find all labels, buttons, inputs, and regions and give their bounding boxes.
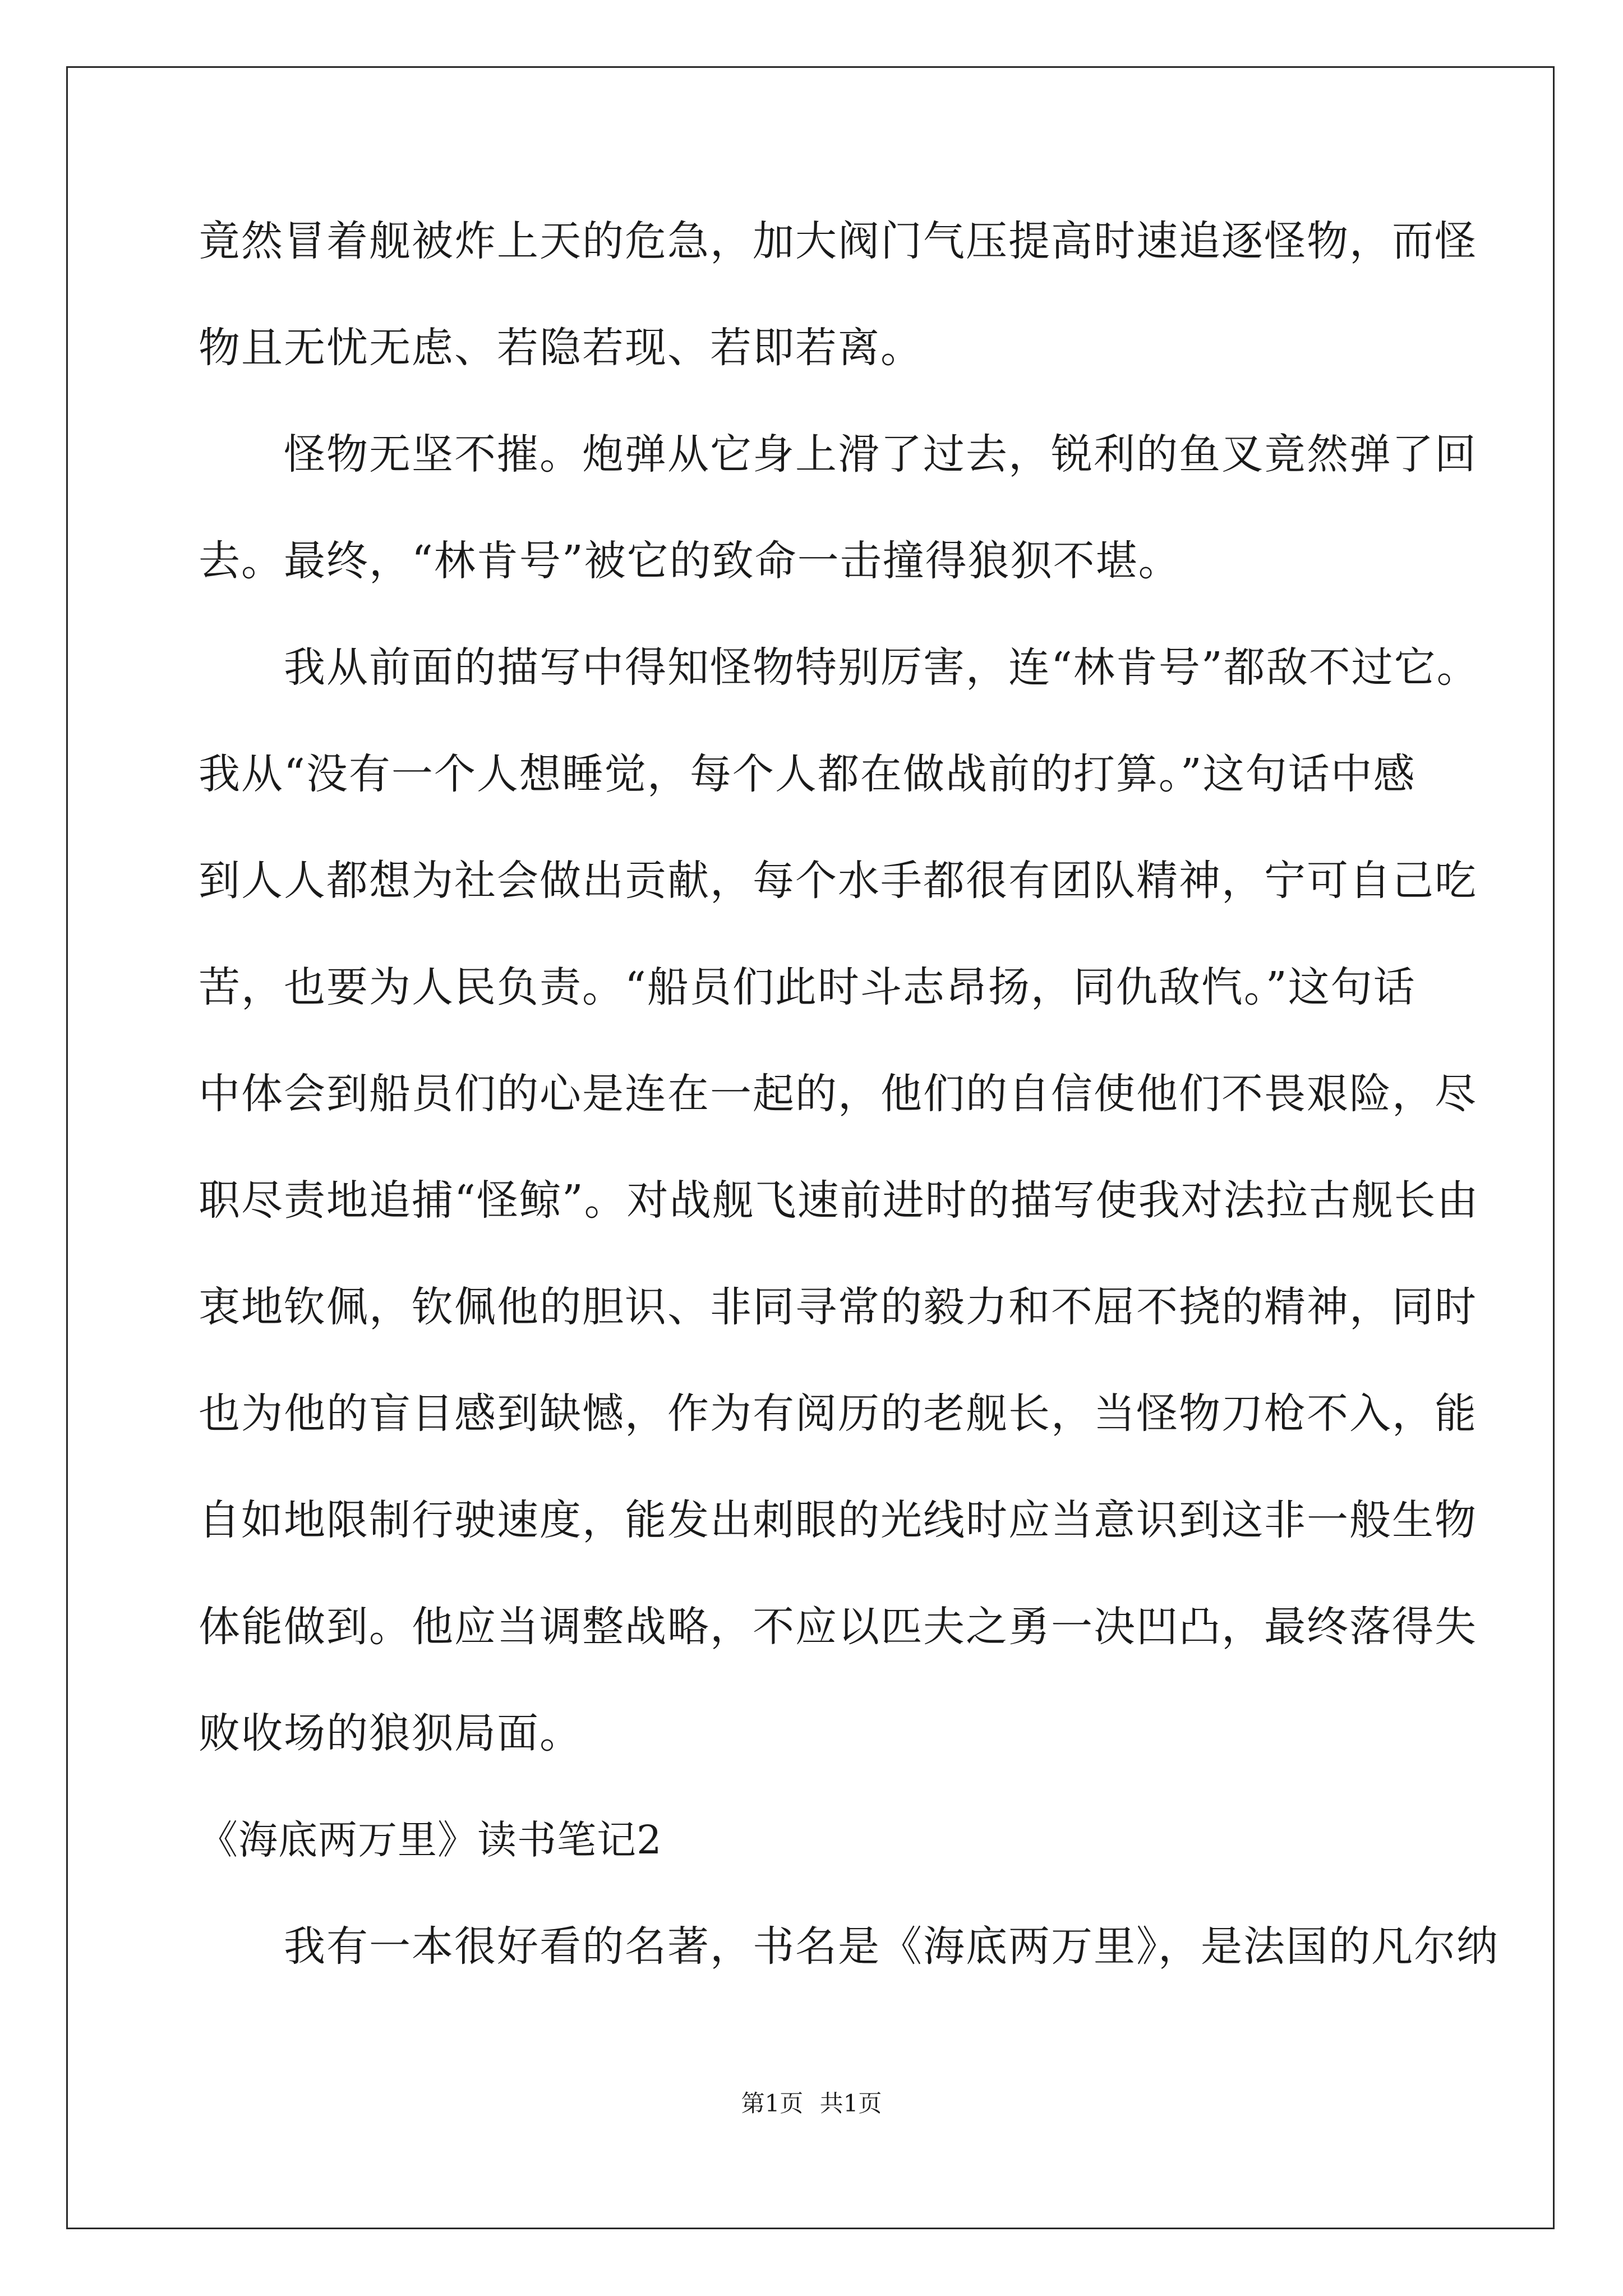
text-line: 我有一本很好看的名著，书名是《海底两万里》，是法国的凡尔纳: [199, 1922, 1499, 1971]
text-line: 我从“没有一个人想睡觉，每个人都在做战前的打算。”这句话中感: [199, 750, 1416, 798]
page-number: 第1页: [741, 2090, 804, 2117]
text-line: 我从前面的描写中得知怪物特别厉害，连“林肯号”都敌不过它。: [199, 643, 1479, 692]
text-line: 物且无忧无虑、若隐若现、若即若离。: [199, 324, 923, 372]
text-line: 去。最终，“林肯号”被它的致命一击撞得狼狈不堪。: [199, 537, 1181, 585]
page-total: 共1页: [819, 2090, 882, 2117]
text-line: 职尽责地追捕“怪鲸”。对战舰飞速前进时的描写使我对法拉古舰长由: [199, 1176, 1479, 1225]
document-body: [199, 213, 1499, 2025]
text-line: 败收场的狼狈局面。: [199, 1709, 582, 1757]
text-line: 竟然冒着舰被炸上天的危急，加大阀门气压提高时速追逐怪物，而怪: [199, 217, 1477, 265]
text-line: 中体会到船员们的心是连在一起的，他们的自信使他们不畏艰险，尽: [199, 1070, 1477, 1118]
text-line: 到人人都想为社会做出贡献，每个水手都很有团队精神，宁可自己吃: [199, 857, 1477, 905]
text-line: 苦，也要为人民负责。“船员们此时斗志昂扬，同仇敌忾。”这句话: [199, 963, 1416, 1011]
page-footer: [0, 2087, 1623, 2120]
text-line: 怪物无坚不摧。炮弹从它身上滑了过去，锐利的鱼叉竟然弹了回: [199, 430, 1477, 478]
text-line: 也为他的盲目感到缺憾，作为有阅历的老舰长，当怪物刀枪不入，能: [199, 1389, 1477, 1438]
section-heading: 《海底两万里》读书笔记2: [199, 1817, 662, 1863]
text-line: 自如地限制行驶速度，能发出刺眼的光线时应当意识到这非一般生物: [199, 1496, 1477, 1544]
text-line: 衷地钦佩，钦佩他的胆识、非同寻常的毅力和不屈不挠的精神，同时: [199, 1283, 1477, 1331]
text-line: 体能做到。他应当调整战略，不应以匹夫之勇一决凹凸，最终落得失: [199, 1603, 1477, 1651]
